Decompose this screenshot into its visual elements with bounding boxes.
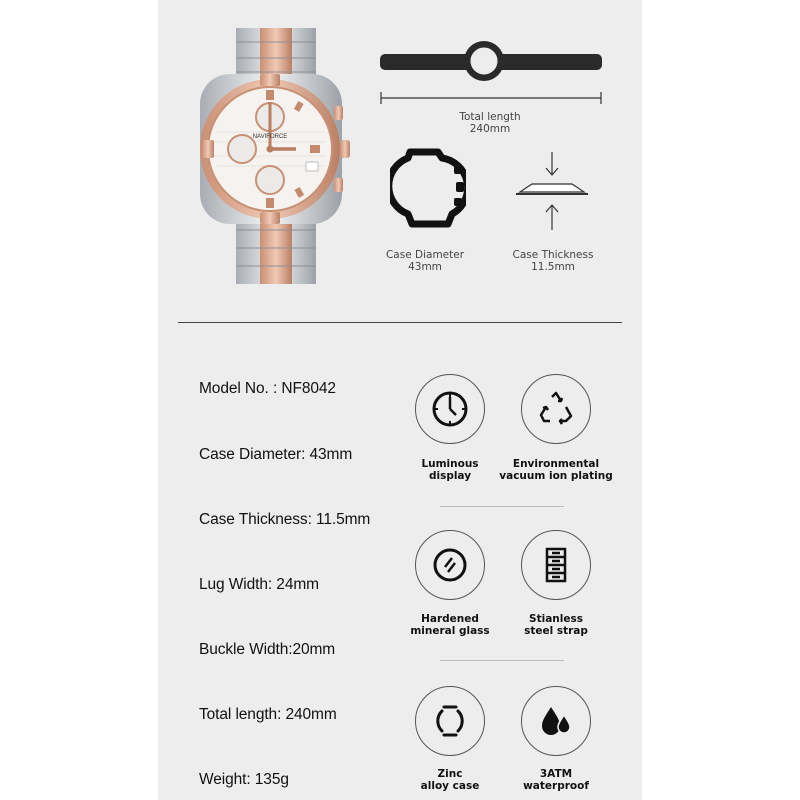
- case-icon: [415, 686, 485, 756]
- total-length-caption: Total length 240mm: [459, 111, 521, 135]
- watch-photo: [196, 22, 356, 290]
- section-divider: [178, 322, 622, 323]
- spec-total-length: Total length: 240mm: [199, 706, 337, 723]
- spec-lug-width: Lug Width: 24mm: [199, 576, 319, 593]
- feature-divider-1: [440, 506, 564, 507]
- case-diameter-icon: [390, 146, 466, 230]
- clock-icon: [415, 374, 485, 444]
- spec-model-no: Model No. : NF8042: [199, 380, 336, 397]
- strap-icon: [521, 530, 591, 600]
- left-margin: [0, 0, 158, 800]
- case-thickness-caption: Case Thickness 11.5mm: [512, 249, 594, 273]
- spec-buckle-width: Buckle Width:20mm: [199, 641, 336, 658]
- spec-case-diameter: Case Diameter: 43mm: [199, 446, 353, 463]
- feature-divider-2: [440, 660, 564, 661]
- spec-weight: Weight: 135g: [199, 771, 289, 788]
- water-drop-icon: [521, 686, 591, 756]
- feature-waterproof-label: 3ATM waterproof: [523, 768, 589, 792]
- spec-case-thickness: Case Thickness: 11.5mm: [199, 511, 371, 528]
- feature-luminous-label: Luminous display: [421, 458, 479, 482]
- case-diameter-caption: Case Diameter 43mm: [385, 249, 465, 273]
- recycle-icon: [521, 374, 591, 444]
- dial-brand: NAVIFORCE: [252, 134, 288, 140]
- feature-steel-strap-label: Stianless steel strap: [524, 613, 588, 637]
- case-thickness-icon: [510, 148, 594, 236]
- feature-ion-plating-label: Environmental vacuum ion plating: [499, 458, 613, 482]
- right-margin: [642, 0, 800, 800]
- glass-icon: [415, 530, 485, 600]
- feature-mineral-glass-label: Hardened mineral glass: [410, 613, 490, 637]
- feature-zinc-case-label: Zinc alloy case: [420, 768, 480, 792]
